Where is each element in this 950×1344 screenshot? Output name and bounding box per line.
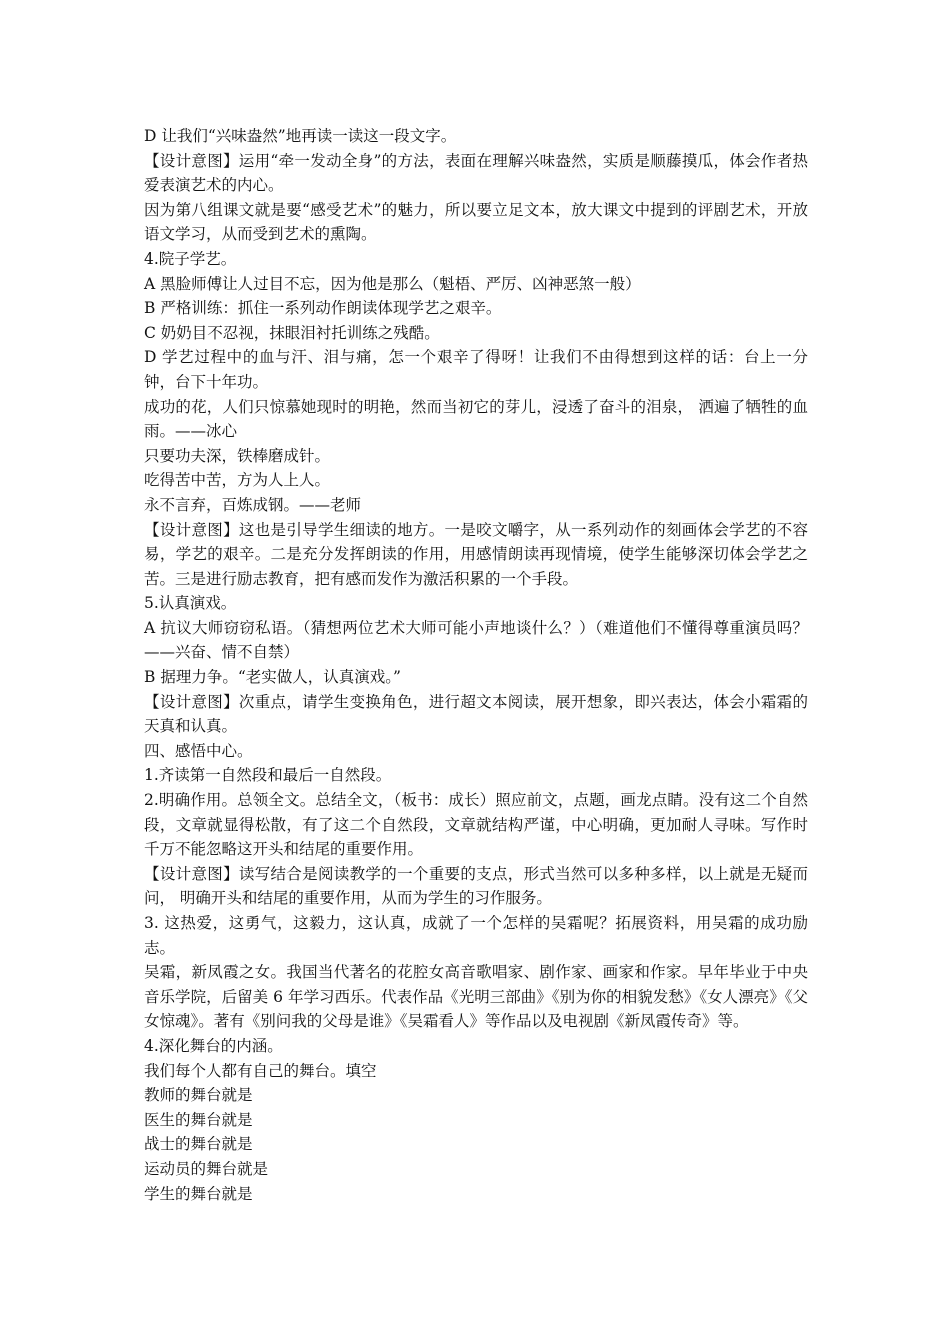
fill-in-teacher: 教师的舞台就是 xyxy=(144,1086,253,1105)
fill-in-soldier: 战士的舞台就是 xyxy=(144,1135,253,1154)
design-intent-2: 【设计意图】这也是引导学生细读的地方。一是咬文嚼字，从一系列动作的刻画体会学艺的不容易，学艺的艰辛。二是充分发挥朗读的作用，用感情朗读再现情境，使学生能够深切体会学艺之苦。三是进行励志教育，把有感而发作为激活积累的一个手段。 xyxy=(144,520,808,588)
fill-in-athlete: 运动员的舞台就是 xyxy=(144,1159,269,1178)
wu-shuang-bio: 吴霜，新凤霞之女。我国当代著名的花腔女高音歌唱家、剧作家、画家和作家。早年毕业于中央音乐学院，后留美 6 年学习西乐。代表作品《光明三部曲》《别为你的相貌发愁》《女人漂亮》《父女惊魂》。著有《别问我的父母是谁》《吴霜看人》等作品以及电视剧《新凤霞传奇》等。 xyxy=(144,963,808,1031)
design-intent-1: 【设计意图】运用“牵一发动全身”的方法，表面在理解兴味盎然，实质是顺藤摸瓜，体会作者热爱表演艺术的内心。 xyxy=(144,151,808,195)
item-5b: B 据理力争。“老实做人，认真演戏。” xyxy=(144,668,401,687)
item-4b: B 严格训练：抓住一系列动作朗读体现学艺之艰辛。 xyxy=(144,299,502,318)
design-intent-4: 【设计意图】读写结合是阅读教学的一个重要的支点，形式当然可以多种多样，以上就是无疑而问， 明确开头和结尾的重要作用，从而为学生的习作服务。 xyxy=(144,864,808,908)
design-intent-3: 【设计意图】次重点，请学生变换角色，进行超文本阅读，展开想象，即兴表达，体会小霜霜的天真和认真。 xyxy=(144,692,808,736)
paragraph-read-again: D 让我们“兴味盎然”地再读一读这一段文字。 xyxy=(144,127,457,145)
item-5a: A 抗议大师窃窃私语。（猜想两位艺术大师可能小声地谈什么？）（难道他们不懂得尊重演员吗？——兴奋、情不自禁） xyxy=(144,618,808,662)
fill-in-student: 学生的舞台就是 xyxy=(144,1184,253,1203)
fill-in-prompt: 我们每个人都有自己的舞台。填空 xyxy=(144,1061,377,1080)
step-4: 4.深化舞台的内涵。 xyxy=(144,1036,283,1055)
step-3: 3. 这热爱，这勇气，这毅力，这认真，成就了一个怎样的吴霜呢？拓展资料，用吴霜的成功励志。 xyxy=(144,914,808,957)
proverb-1: 只要功夫深，铁棒磨成针。 xyxy=(144,446,331,465)
fill-in-doctor: 医生的舞台就是 xyxy=(144,1110,253,1129)
quote-teacher: 永不言弃，百炼成钢。——老师 xyxy=(144,495,362,514)
item-4d: D 学艺过程中的血与汗、泪与痛，怎一个艰辛了得呀！让我们不由得想到这样的话：台上一分钟，台下十年功。 xyxy=(144,348,808,391)
section-heading-5: 5.认真演戏。 xyxy=(144,594,237,613)
item-4a: A 黑脸师傅让人过目不忘，因为他是那么（魁梧、严厉、凶神恶煞一般） xyxy=(144,274,641,293)
section-heading-4: 4.院子学艺。 xyxy=(144,249,237,268)
section-heading-four: 四、感悟中心。 xyxy=(144,741,253,760)
step-2: 2.明确作用。总领全文。总结全文，（板书：成长）照应前文，点题，画龙点睛。没有这二个自然段，文章就显得松散，有了这二个自然段，文章就结构严谨，中心明确，更加耐人寻味。写作时千万不能忽略这开头和结尾的重要作用。 xyxy=(144,791,808,859)
step-1: 1.齐读第一自然段和最后一自然段。 xyxy=(144,766,392,785)
document-body xyxy=(144,124,808,1206)
proverb-2: 吃得苦中苦，方为人上人。 xyxy=(144,471,331,490)
item-4c: C 奶奶目不忍视，抹眼泪衬托训练之残酷。 xyxy=(144,323,440,342)
quote-bingxin: 成功的花，人们只惊慕她现时的明艳，然而当初它的芽儿，浸透了奋斗的泪泉， 洒遍了牺牲的血雨。——冰心 xyxy=(144,397,808,441)
paragraph-art-context: 因为第八组课文就是要“感受艺术”的魅力，所以要立足文本，放大课文中提到的评剧艺术，开放语文学习，从而受到艺术的熏陶。 xyxy=(144,200,808,244)
